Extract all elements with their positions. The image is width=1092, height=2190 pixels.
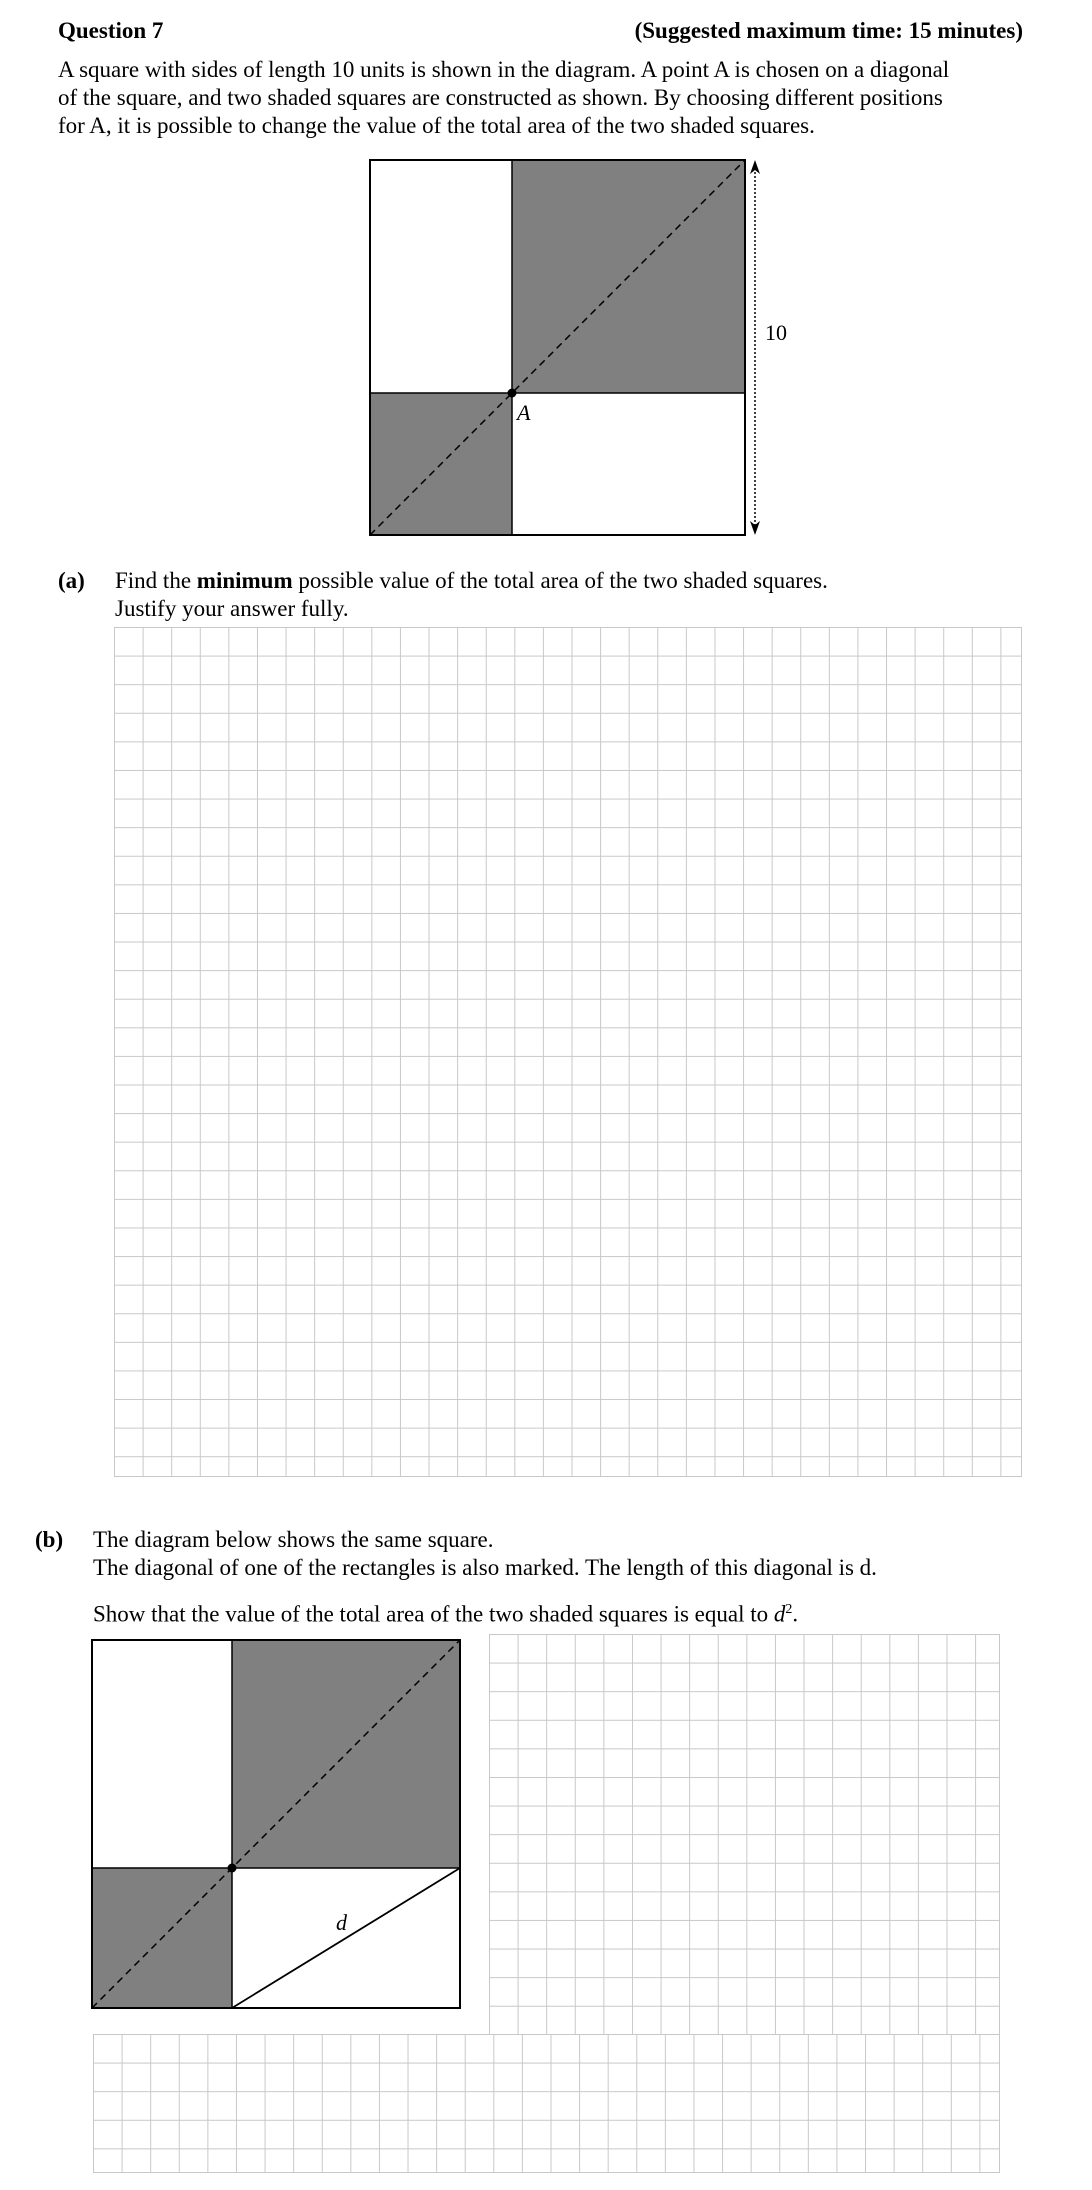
time-note: (Suggested maximum time: 15 minutes) xyxy=(634,18,1023,43)
point-a xyxy=(228,1864,237,1873)
part-b-line-2: The diagonal of one of the rectangles is also marked. The length of this diagonal is d. xyxy=(93,1555,877,1580)
square-diagram-with-diagonal xyxy=(80,1630,480,2030)
part-a-question: Find the minimum possible value of the total area of the two shaded squares. xyxy=(115,568,828,593)
arrow-up-icon xyxy=(750,160,760,174)
question-title: Question 7 xyxy=(58,18,164,43)
arrow-down-icon xyxy=(750,521,760,535)
intro-line-1: A square with sides of length 10 units is shown in the diagram. A point A is chosen on a diagonal xyxy=(58,57,950,82)
side-length-label: 10 xyxy=(765,320,787,345)
minimum-keyword: minimum xyxy=(196,568,293,593)
intro-line-3: for A, it is possible to change the value of the total area of the two shaded squares. xyxy=(58,113,815,138)
part-b-line-1: The diagram below shows the same square. xyxy=(93,1527,494,1552)
square-diagram xyxy=(360,150,820,550)
intro-paragraph xyxy=(58,56,1048,140)
answer-grid-b-bottom[interactable] xyxy=(93,2034,1000,2173)
part-a-label: (a) xyxy=(58,568,85,593)
d-squared-exponent: 2 xyxy=(785,1602,793,1617)
answer-grid-a[interactable] xyxy=(114,627,1022,1477)
diagonal-d-label: d xyxy=(336,1910,347,1935)
point-a xyxy=(508,389,517,398)
part-a-instruction: Justify your answer fully. xyxy=(115,596,349,621)
d-squared-base: d xyxy=(773,1601,786,1627)
part-b-label: (b) xyxy=(35,1527,64,1552)
part-b-line-3: Show that the value of the total area of the two shaded squares is equal to $d^2$. xyxy=(93,1601,799,1627)
point-a-label: A xyxy=(517,400,531,425)
intro-line-2: of the square, and two shaded squares are constructed as shown. By choosing different positions xyxy=(58,85,943,110)
answer-grid-b-right[interactable] xyxy=(489,1634,1000,2035)
